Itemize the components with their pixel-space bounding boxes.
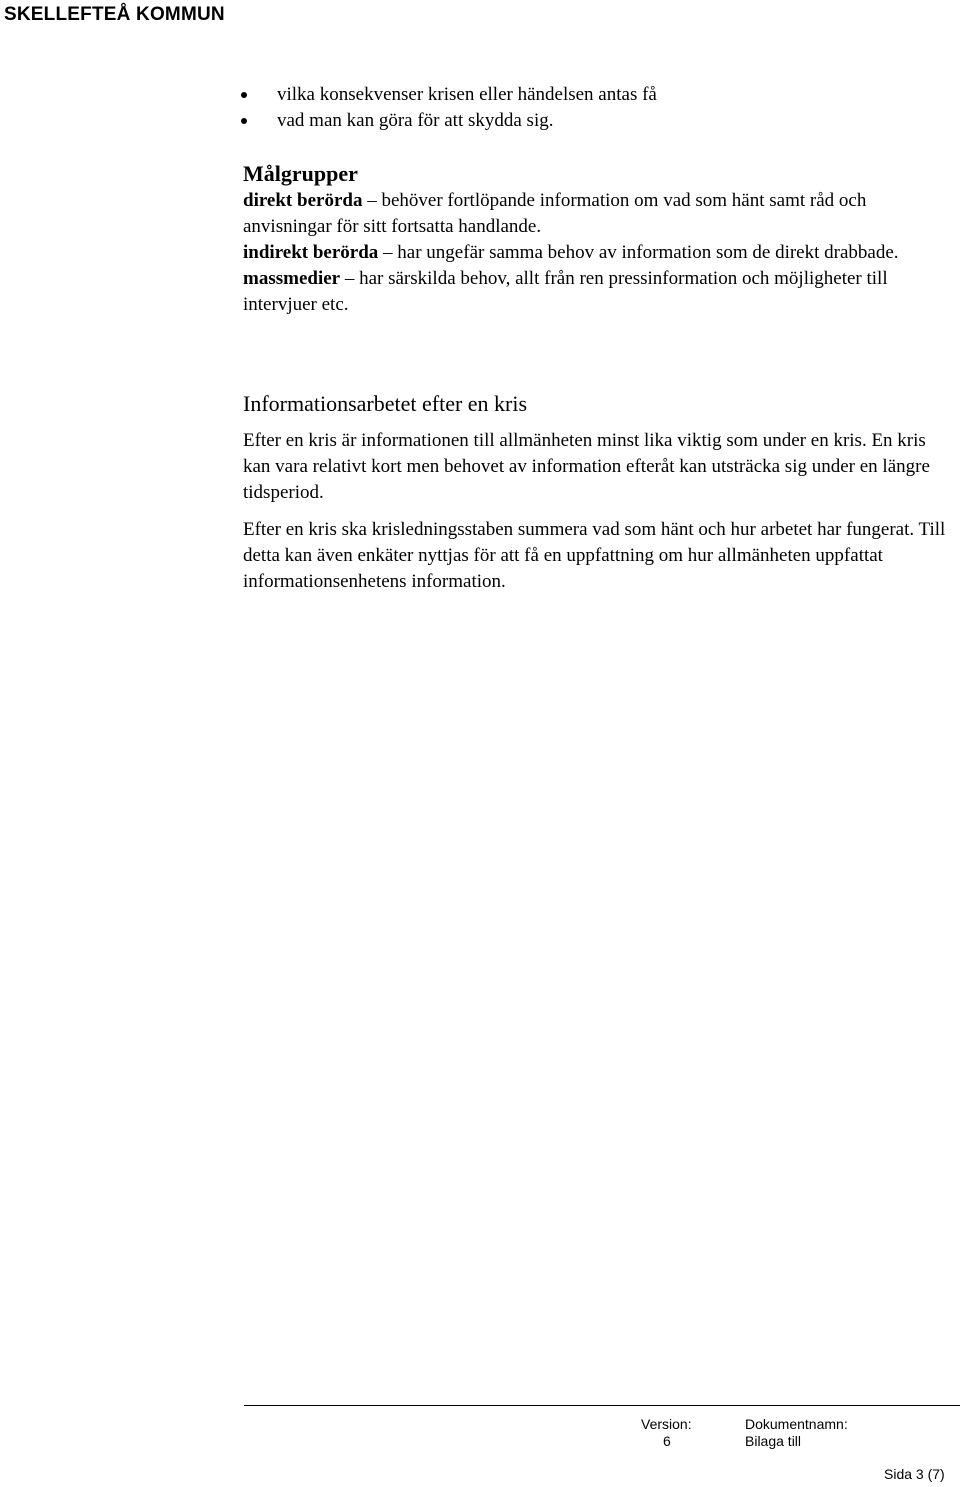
- document-body: [243, 82, 955, 595]
- document-name-value: Bilaga till: [745, 1433, 802, 1449]
- section-heading-after-crisis: Informationsarbetet efter en kris: [243, 391, 528, 416]
- list-item-text: vilka konsekvenser krisen eller händelsen antas få: [277, 84, 657, 105]
- page-number: Sida 3 (7): [884, 1466, 945, 1482]
- version-label: Version:: [641, 1416, 692, 1432]
- target-group-text: – har ungefär samma behov av information som de direkt drabbade.: [378, 242, 899, 263]
- list-item: [243, 82, 955, 108]
- organization-name: SKELLEFTEÅ KOMMUN: [4, 4, 225, 25]
- target-group-term: massmedier: [243, 268, 341, 289]
- bullet-icon: [241, 118, 247, 124]
- document-name-label: Dokumentnamn:: [745, 1416, 848, 1432]
- target-group-term: direkt berörda: [243, 190, 363, 211]
- footer-divider: [244, 1405, 960, 1406]
- target-group-term: indirekt berörda: [243, 242, 379, 263]
- version-value: 6: [663, 1433, 671, 1449]
- target-group-direct: [243, 188, 955, 240]
- target-group-indirect: [243, 240, 955, 266]
- target-group-media: [243, 266, 955, 318]
- section-heading-malgrupper: Målgrupper: [243, 161, 358, 186]
- list-item-text: vad man kan göra för att skydda sig.: [277, 110, 554, 131]
- bullet-list: [243, 82, 955, 134]
- paragraph: Efter en kris är informationen till allmänheten minst lika viktig som under en kris. En kris kan vara relativt kort men behovet av information efteråt kan utsträcka sig under en längre tidsperiod.: [243, 430, 930, 503]
- target-group-text: – behöver fortlöpande information om vad som hänt samt råd och anvisningar för sitt fortsatta handlande.: [243, 190, 867, 237]
- list-item: [243, 108, 955, 134]
- bullet-icon: [241, 92, 247, 98]
- paragraph: Efter en kris ska krisledningsstaben summera vad som hänt och hur arbetet har fungerat. Till detta kan även enkäter nyttjas för att få en uppfattning om hur allmänheten uppfattat informationsenhetens information.: [243, 519, 946, 592]
- target-group-text: – har särskilda behov, allt från ren pressinformation och möjligheter till intervjuer etc.: [243, 268, 888, 315]
